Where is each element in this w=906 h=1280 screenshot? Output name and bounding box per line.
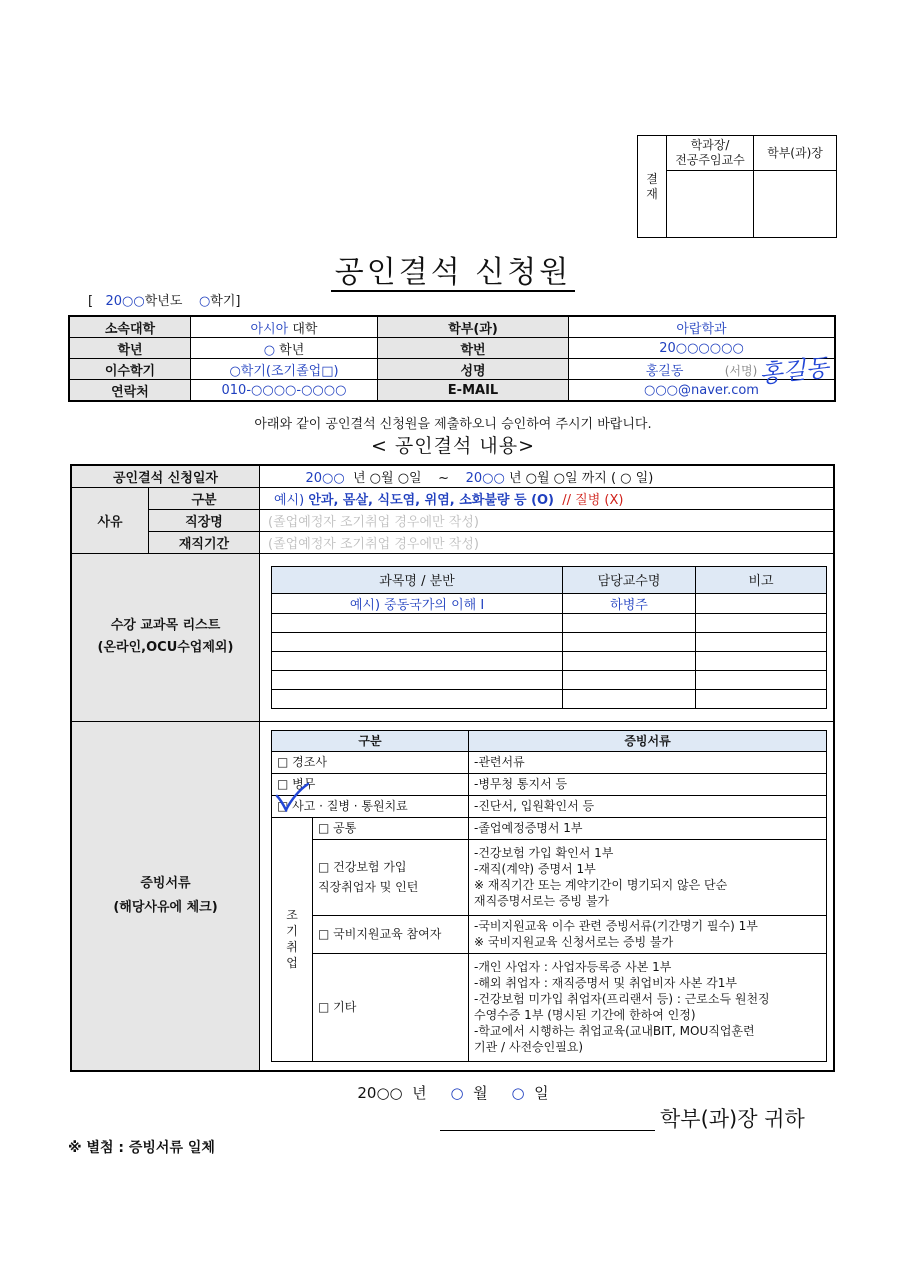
evidence-category[interactable]: □ 병무: [272, 773, 469, 795]
approval-col-dept-head: 학과장/ 전공주임교수: [667, 136, 754, 171]
table-row[interactable]: [272, 915, 827, 953]
evidence-docs: -국비지원교육 이수 관련 증빙서류(기간명기 필수) 1부 ※ 국비지원교육 신청서로는 증빙 불가: [469, 915, 827, 953]
name-label: 성명: [378, 359, 569, 380]
signature-line[interactable]: [440, 1130, 655, 1131]
dept-field[interactable]: 아랍학과: [569, 316, 836, 338]
reason-label: 사유: [71, 487, 149, 553]
contact-field[interactable]: 010-○○○○-○○○○: [191, 380, 378, 402]
course-list-cell: [260, 553, 835, 721]
table-row[interactable]: [272, 689, 827, 708]
college-label: 소속대학: [69, 316, 191, 338]
period-label: 재직기간: [149, 531, 260, 553]
application-date-label: 공인결석 신청일자: [71, 465, 260, 487]
approval-sign-box-1[interactable]: [667, 171, 754, 238]
table-row[interactable]: [272, 773, 827, 795]
evidence-category[interactable]: □ 기타: [313, 953, 469, 1061]
college-field[interactable]: 아시아 대학: [191, 316, 378, 338]
dept-label: 학부(과): [378, 316, 569, 338]
seal-mark: (서명): [724, 363, 758, 378]
section-subtitle: < 공인결석 내용>: [370, 435, 536, 457]
course-table: [271, 566, 827, 709]
course-list-label: 수강 교과목 리스트 (온라인,OCU수업제외): [71, 553, 260, 721]
table-row[interactable]: [272, 817, 827, 839]
approval-box: [637, 135, 837, 238]
reason-type-label: 구분: [149, 487, 260, 509]
addressee: 학부(과)장 귀하: [660, 1107, 805, 1131]
semester-value[interactable]: ○: [198, 294, 211, 309]
period-field[interactable]: (졸업예정자 조기취업 경우에만 작성): [260, 531, 835, 553]
evidence-docs: -관련서류: [469, 751, 827, 773]
table-row[interactable]: [272, 795, 827, 817]
evidence-docs: -졸업예정증명서 1부: [469, 817, 827, 839]
handwritten-signature: 홍길동: [757, 353, 831, 389]
table-row[interactable]: [272, 670, 827, 689]
grade-field[interactable]: ○ 학년: [191, 338, 378, 359]
course-col-subject: 과목명 / 분반: [272, 566, 563, 593]
application-date-field[interactable]: 20○○ 년 ○월 ○일 ~ 20○○ 년 ○월 ○일 까지 ( ○ 일): [260, 465, 835, 487]
intro-text: 아래와 같이 공인결석 신청원을 제출하오니 승인하여 주시기 바랍니다.: [254, 417, 652, 432]
name-field[interactable]: 홍길동 (서명) 홍길동: [569, 359, 836, 380]
student-info-table: [68, 315, 836, 402]
semesters-label: 이수학기: [69, 359, 191, 380]
reason-type-field[interactable]: 예시) 안과, 몸살, 식도염, 위염, 소화불량 등 (O) // 질병 (X): [260, 487, 835, 509]
table-row[interactable]: [272, 613, 827, 632]
course-col-note: 비고: [696, 566, 827, 593]
evidence-col-docs: 증빙서류: [469, 730, 827, 751]
evidence-docs: -건강보험 가입 확인서 1부 -재직(계약) 증명서 1부 ※ 재직기간 또는 계약기간이 명기되지 않은 단순 재직증명서로는 증빙 불가: [469, 839, 827, 915]
evidence-category[interactable]: □ 국비지원교육 참여자: [313, 915, 469, 953]
course-col-professor: 담당교수명: [563, 566, 696, 593]
semesters-field[interactable]: ○학기(조기졸업□): [191, 359, 378, 380]
submission-date: 20○○ 년 ○ 월 ○ 일: [357, 1084, 549, 1102]
email-label: E-MAIL: [378, 380, 569, 402]
evidence-docs: -진단서, 입원확인서 등: [469, 795, 827, 817]
approval-side-label: 결 재: [638, 136, 667, 238]
contact-label: 연락처: [69, 380, 191, 402]
company-field[interactable]: (졸업예정자 조기취업 경우에만 작성): [260, 509, 835, 531]
document-title: 공인결석 신청원: [0, 247, 906, 291]
evidence-category[interactable]: □ 공통: [313, 817, 469, 839]
student-no-field[interactable]: 20○○○○○○: [569, 338, 836, 359]
evidence-docs: -병무청 통지서 등: [469, 773, 827, 795]
evidence-docs: -개인 사업자 : 사업자등록증 사본 1부 -해외 취업자 : 재직증명서 및 취업비자 사본 각1부 -건강보험 미가입 취업자(프리랜서 등) : 근로소득 원천징 수영수증 1부 (명시된 기간에 한하여 인정) -학교에서 시행하는 취업교육(교내BIT, MOU직업훈련 기관 / 사전승인필요): [469, 953, 827, 1061]
table-row[interactable]: [272, 839, 827, 915]
grade-label: 학년: [69, 338, 191, 359]
checkmark-icon: [275, 782, 309, 812]
academic-year-line: [ 20○○학년도 ○학기]: [88, 294, 241, 309]
evidence-category[interactable]: □ 경조사: [272, 751, 469, 773]
evidence-cell: [260, 721, 835, 1071]
evidence-category-checked[interactable]: □ 사고 · 질병 · 통원치료: [272, 795, 469, 817]
early-job-label: 조 기 취 업: [272, 817, 313, 1061]
year-value[interactable]: 20○○: [105, 294, 145, 309]
table-row[interactable]: 예시) 중동국가의 이해 I 하병주: [272, 593, 827, 613]
table-row[interactable]: [272, 953, 827, 1061]
table-row[interactable]: [272, 751, 827, 773]
student-no-label: 학번: [378, 338, 569, 359]
approval-col-dean: 학부(과)장: [754, 136, 837, 171]
table-row[interactable]: [272, 632, 827, 651]
evidence-col-category: 구분: [272, 730, 469, 751]
table-row[interactable]: [272, 651, 827, 670]
evidence-label: 증빙서류 (해당사유에 체크): [71, 721, 260, 1071]
absence-content-table: [70, 464, 835, 1072]
email-field[interactable]: ○○○@naver.com: [569, 380, 836, 402]
evidence-table: [271, 730, 827, 1062]
approval-sign-box-2[interactable]: [754, 171, 837, 238]
evidence-category[interactable]: □ 건강보험 가입 직장취업자 및 인턴: [313, 839, 469, 915]
company-label: 직장명: [149, 509, 260, 531]
attachment-note: ※ 별첨 : 증빙서류 일체: [68, 1140, 215, 1156]
